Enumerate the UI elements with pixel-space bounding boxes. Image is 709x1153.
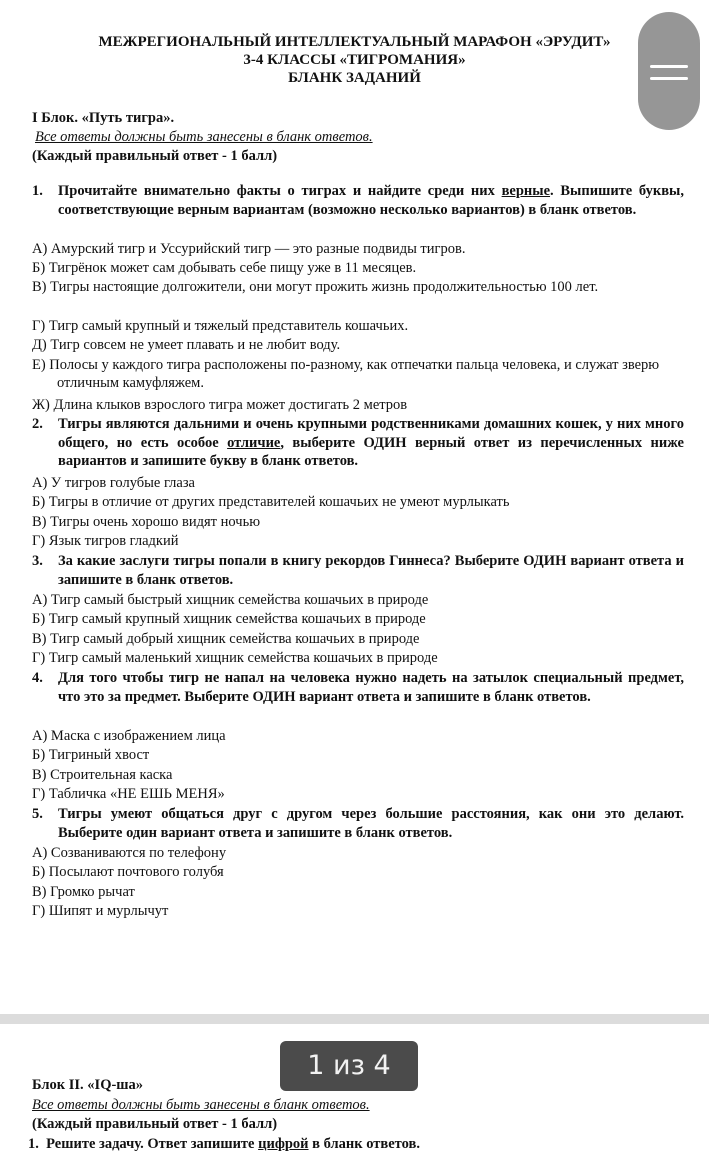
option: В) Тигр самый добрый хищник семейства кошачьих в природе bbox=[32, 631, 420, 647]
question-5: 5. Тигры умеют общаться друг с другом через большие расстояния, как они это делают. Выберите один вариант ответа и запишите в бланк ответов. bbox=[32, 806, 684, 841]
question-number: 2. bbox=[32, 416, 43, 432]
block1-note: Все ответы должны быть занесены в бланк ответов. bbox=[35, 129, 373, 145]
option: Г) Тигр самый маленький хищник семейства кошачьих в природе bbox=[32, 650, 438, 666]
block2-question-1: 1. Решите задачу. Ответ запишите цифрой в бланк ответов. bbox=[28, 1136, 420, 1152]
menu-icon-bar bbox=[650, 77, 688, 80]
option: В) Громко рычат bbox=[32, 884, 135, 900]
block2-note: Все ответы должны быть занесены в бланк ответов. bbox=[32, 1097, 370, 1113]
option: В) Строительная каска bbox=[32, 767, 173, 783]
menu-icon bbox=[650, 65, 688, 68]
option: Г) Шипят и мурлычут bbox=[32, 903, 169, 919]
question-2: 2. Тигры являются дальними и очень крупными родственниками домашних кошек, у них много общего, но есть особое отличие, выберите ОДИН верный ответ из перечисленных ниже вариантов и запишите букву в бланк ответов. bbox=[32, 416, 684, 469]
question-3: 3. За какие заслуги тигры попали в книгу рекордов Гиннеса? Выберите ОДИН вариант ответа и запишите в бланк ответов. bbox=[32, 553, 684, 588]
question-number: 4. bbox=[32, 670, 43, 686]
header-subtitle: 3-4 КЛАССЫ «ТИГРОМАНИЯ» bbox=[243, 52, 466, 68]
option: А) Созваниваются по телефону bbox=[32, 845, 227, 861]
page-indicator: 1 из 4 bbox=[280, 1041, 418, 1091]
option: Б) Тигрёнок может сам добывать себе пищу уже в 11 месяцев. bbox=[32, 260, 417, 276]
option: Д) Тигр совсем не умеет плавать и не любит воду. bbox=[32, 337, 341, 353]
option: Г) Язык тигров гладкий bbox=[32, 533, 179, 549]
question-number: 3. bbox=[32, 553, 43, 569]
emphasis-word: верные bbox=[501, 183, 551, 199]
option: Г) Тигр самый крупный и тяжелый представитель кошачьих. bbox=[32, 318, 409, 334]
option: А) Амурский тигр и Уссурийский тигр — это разные подвиды тигров. bbox=[32, 241, 466, 257]
header-form-name: БЛАНК ЗАДАНИЙ bbox=[288, 70, 421, 86]
header-title: МЕЖРЕГИОНАЛЬНЫЙ ИНТЕЛЛЕКТУАЛЬНЫЙ МАРАФОН «ЭРУДИТ» bbox=[98, 34, 611, 50]
page-separator bbox=[0, 1014, 709, 1024]
question-4: 4. Для того чтобы тигр не напал на человека нужно надеть на затылок специальный предмет, что это за предмет. Выберите ОДИН вариант ответа и запишите в бланк ответов. bbox=[32, 670, 684, 705]
menu-button[interactable] bbox=[638, 12, 700, 130]
option: Г) Табличка «НЕ ЕШЬ МЕНЯ» bbox=[32, 786, 225, 802]
option: Е) Полосы у каждого тигра расположены по-разному, как отпечатки пальца человека, и служат зверю отличным камуфляжем. bbox=[32, 357, 660, 391]
option: В) Тигры очень хорошо видят ночью bbox=[32, 514, 261, 530]
option: Ж) Длина клыков взрослого тигра может достигать 2 метров bbox=[32, 397, 408, 413]
emphasis-word: отличие bbox=[227, 434, 281, 451]
block2-title: Блок II. «IQ-ша» bbox=[32, 1077, 144, 1093]
option: А) У тигров голубые глаза bbox=[32, 475, 195, 491]
option: А) Маска с изображением лица bbox=[32, 728, 226, 744]
question-1: 1. Прочитайте внимательно факты о тиграх и найдите среди них верные. Выпишите буквы, соответствующие верным вариантам (возможно несколько вариантов) в бланк ответов. bbox=[32, 183, 685, 218]
question-number: 1. bbox=[32, 183, 43, 199]
option: В) Тигры настоящие долгожители, они могут прожить жизнь продолжительностью 100 лет. bbox=[32, 279, 599, 295]
block2-score: (Каждый правильный ответ - 1 балл) bbox=[32, 1116, 278, 1132]
block1-title: I Блок. «Путь тигра». bbox=[32, 110, 175, 126]
option: Б) Тигр самый крупный хищник семейства кошачьих в природе bbox=[32, 611, 426, 627]
option: Б) Тигры в отличие от других представителей кошачьих не умеют мурлыкать bbox=[32, 494, 510, 510]
option: А) Тигр самый быстрый хищник семейства кошачьих в природе bbox=[32, 592, 429, 608]
option: Б) Тигриный хвост bbox=[32, 747, 150, 763]
block1-score: (Каждый правильный ответ - 1 балл) bbox=[32, 148, 278, 164]
option: Б) Посылают почтового голубя bbox=[32, 864, 224, 880]
question-number: 5. bbox=[32, 806, 43, 822]
